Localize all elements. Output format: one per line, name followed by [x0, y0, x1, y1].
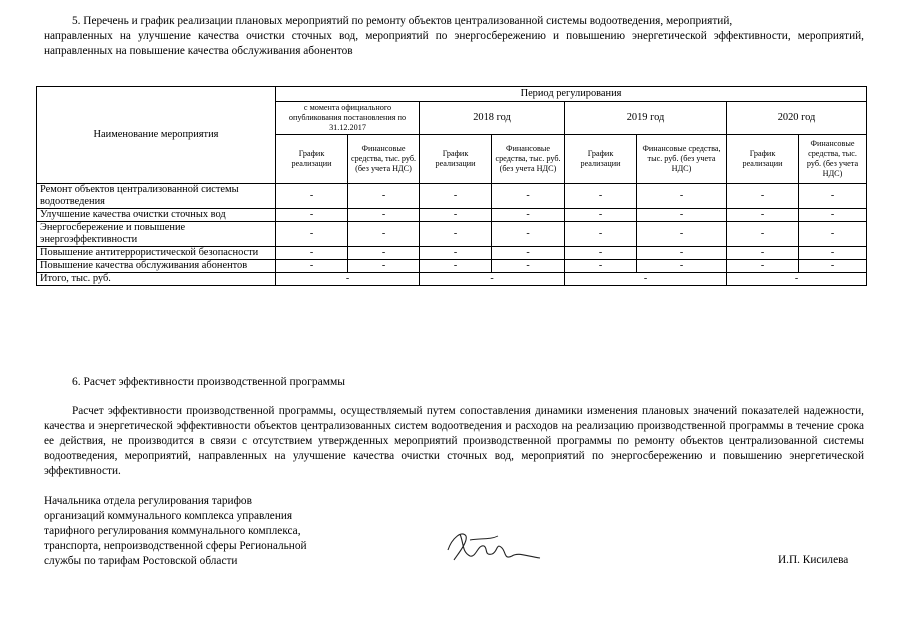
handwritten-signature	[440, 520, 550, 575]
row-name: Энергосбережение и повышение энергоэффективности	[37, 222, 276, 247]
cell: -	[637, 247, 727, 260]
cell: -	[276, 209, 348, 222]
cell: -	[727, 260, 799, 273]
total-cell: -	[727, 273, 867, 286]
table-row	[37, 209, 867, 222]
cell: -	[799, 209, 867, 222]
cell: -	[420, 209, 492, 222]
header-schedule: График реализации	[420, 135, 492, 184]
cell: -	[799, 260, 867, 273]
cell: -	[799, 222, 867, 247]
row-name: Повышение антитеррористической безопасности	[37, 247, 276, 260]
header-period-2017: с момента официального опубликования постановления по 31.12.2017	[276, 102, 420, 135]
cell: -	[492, 260, 565, 273]
signatory-line: тарифного регулирования коммунального комплекса,	[44, 525, 301, 537]
cell: -	[637, 260, 727, 273]
cell: -	[565, 184, 637, 209]
cell: -	[637, 222, 727, 247]
total-cell: -	[276, 273, 420, 286]
total-cell: -	[420, 273, 565, 286]
header-schedule: График реализации	[565, 135, 637, 184]
cell: -	[727, 209, 799, 222]
table-row	[37, 222, 867, 247]
section-5-heading	[44, 14, 864, 59]
section-6-paragraph: Расчет эффективности производственной программы, осуществляемый путем сопоставления динамики изменения плановых значений показателей надежности, качества и энергетической эффективности объектов централизованных систем водоотведения и расходов на реализацию производственной программы в течение срока ее действия, не производится в связи с отсутствием утвержденных мероприятий производственной программы по ремонту объектов централизованной системы водоотведения, мероприятий, направленных на улучшение качества очистки сточных вод, мероприятий по энергосбережению и повышению энергетической эффективности.	[44, 405, 864, 477]
signatory-line: организаций коммунального комплекса управления	[44, 510, 293, 522]
row-name: Ремонт объектов централизованной системы водоотведения	[37, 184, 276, 209]
total-cell: -	[565, 273, 727, 286]
section-5-line-3: мероприятий, направленных на повышение качества обслуживания абонентов	[44, 30, 864, 57]
cell: -	[492, 184, 565, 209]
cell: -	[348, 209, 420, 222]
cell: -	[420, 260, 492, 273]
cell: -	[348, 184, 420, 209]
cell: -	[727, 222, 799, 247]
cell: -	[565, 209, 637, 222]
cell: -	[637, 209, 727, 222]
cell: -	[276, 222, 348, 247]
header-measure-name: Наименование мероприятия	[37, 87, 276, 184]
header-period: Период регулирования	[276, 87, 867, 102]
header-finance: Финансовые средства, тыс. руб. (без учета НДС)	[799, 135, 867, 184]
table-row	[37, 247, 867, 260]
cell: -	[492, 209, 565, 222]
total-label: Итого, тыс. руб.	[37, 273, 276, 286]
signatory-position	[44, 494, 307, 569]
cell: -	[565, 247, 637, 260]
cell: -	[492, 247, 565, 260]
signatory-line: службы по тарифам Ростовской области	[44, 555, 238, 567]
signatory-line: Начальника отдела регулирования тарифов	[44, 495, 252, 507]
section-6-text	[44, 404, 864, 479]
cell: -	[565, 260, 637, 273]
signatory-line: транспорта, непроизводственной сферы Региональной	[44, 540, 307, 552]
header-period-2020: 2020 год	[727, 102, 867, 135]
cell: -	[727, 184, 799, 209]
cell: -	[276, 247, 348, 260]
cell: -	[637, 184, 727, 209]
cell: -	[565, 222, 637, 247]
cell: -	[348, 247, 420, 260]
table-row	[37, 260, 867, 273]
row-name: Повышение качества обслуживания абонентов	[37, 260, 276, 273]
header-schedule: График реализации	[276, 135, 348, 184]
cell: -	[799, 184, 867, 209]
header-finance: Финансовые средства, тыс. руб. (без учета НДС)	[348, 135, 420, 184]
section-6-title: 6. Расчет эффективности производственной программы	[72, 376, 346, 388]
section-5-line-1: 5. Перечень и график реализации плановых мероприятий по ремонту объектов централизованной системы водоотведения, мероприятий,	[72, 15, 733, 27]
cell: -	[348, 260, 420, 273]
cell: -	[492, 222, 565, 247]
cell: -	[420, 247, 492, 260]
row-name: Улучшение качества очистки сточных вод	[37, 209, 276, 222]
cell: -	[420, 222, 492, 247]
cell: -	[348, 222, 420, 247]
measures-table	[36, 86, 867, 286]
cell: -	[799, 247, 867, 260]
signatory-name: И.П. Кисилева	[778, 554, 849, 566]
cell: -	[727, 247, 799, 260]
header-finance: Финансовые средства, тыс. руб. (без учета НДС)	[637, 135, 727, 184]
header-period-2018: 2018 год	[420, 102, 565, 135]
header-finance: Финансовые средства, тыс. руб. (без учета НДС)	[492, 135, 565, 184]
table-row	[37, 184, 867, 209]
table-total-row	[37, 273, 867, 286]
header-schedule: График реализации	[727, 135, 799, 184]
section-5-line-2: направленных на улучшение качества очистки сточных вод, мероприятий по энергосбережению и повышению энергетической эффективности,	[44, 30, 791, 42]
header-period-2019: 2019 год	[565, 102, 727, 135]
cell: -	[276, 260, 348, 273]
cell: -	[276, 184, 348, 209]
cell: -	[420, 184, 492, 209]
